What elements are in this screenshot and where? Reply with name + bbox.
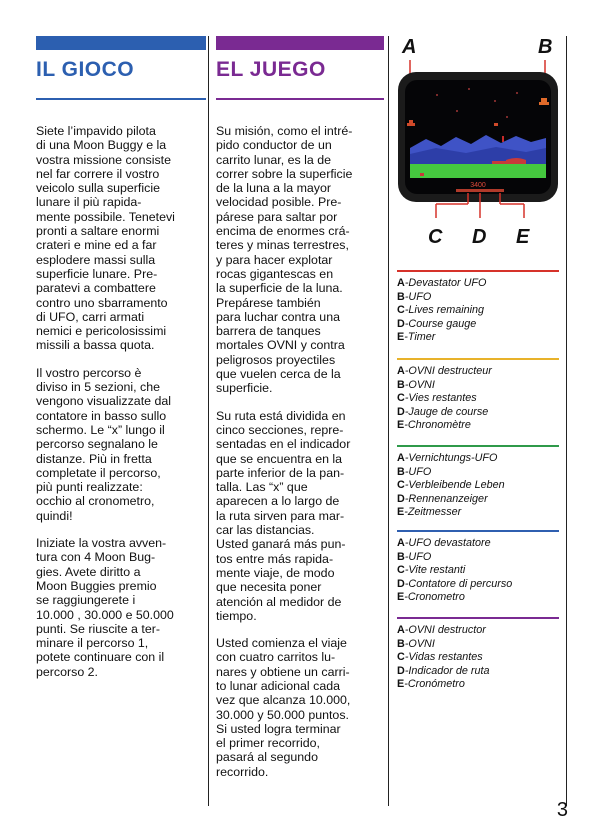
legend-key: C [397, 564, 405, 576]
legend-item [397, 479, 559, 493]
legend-block [397, 270, 559, 345]
legend-text: Devastator UFO [408, 277, 487, 289]
legend-text: Chronomètre [407, 419, 471, 431]
legend-dash: - [404, 405, 409, 418]
legend-item [397, 365, 559, 379]
legend-item [397, 331, 559, 345]
legend-item [397, 466, 559, 480]
callout-e: E [516, 226, 530, 248]
spanish-heading: EL JUEGO [216, 58, 326, 81]
legend-dash: - [404, 365, 409, 377]
legend-dash: - [404, 452, 409, 464]
legend-item [397, 551, 559, 565]
legend-key: B [397, 378, 405, 391]
legend-text: UFO devastatore [408, 537, 491, 549]
legend-key: A [397, 537, 405, 549]
legend-text: Contatore di percurso [408, 577, 513, 590]
legend-key: D [397, 317, 405, 330]
legend-key: B [397, 465, 405, 478]
italian-heading: IL GIOCO [36, 58, 135, 81]
callout-b: B [538, 36, 553, 58]
legend-item [397, 564, 559, 578]
page-number: 3 [556, 799, 568, 821]
legend-rule [397, 530, 559, 532]
italian-color-bar [36, 36, 206, 50]
legend-text: Lives remaining [408, 304, 485, 316]
legend-text: Vies restantes [408, 392, 477, 404]
callout-c: C [428, 226, 443, 248]
legend-text: OVNI destructor [408, 624, 486, 636]
legend-key: D [397, 577, 405, 590]
legend-dash: - [404, 277, 409, 289]
legend-dash: - [404, 591, 408, 603]
legend-key: E [397, 591, 405, 603]
legend-dash: - [404, 392, 409, 404]
legend-dash: - [404, 419, 408, 431]
game-screen [396, 36, 562, 256]
legend-text: Cronometro [407, 591, 465, 603]
legend-key: D [397, 492, 405, 505]
legend-item [397, 537, 559, 551]
callout-d: D [472, 226, 487, 248]
legend-text: UFO [408, 550, 432, 563]
legend-item [397, 493, 559, 507]
column-divider-1 [208, 36, 209, 806]
legend-dash: - [404, 506, 408, 518]
legend-item [397, 291, 559, 305]
spanish-paragraph-3: Usted comienza el viaje con cuatro carritos lu- nares y obtiene un carri- to lunar adicional cada vez que alcanza 10.000, 30.000 y 50.000 puntos. Si usted logra terminar el primer recorrido, pasará al segundo recorrido. [216, 636, 351, 779]
italian-column [36, 36, 206, 692]
legend-item [397, 277, 559, 291]
score-readout: 3400 [470, 182, 486, 189]
legend-item [397, 406, 559, 420]
game-screenshot-figure [396, 36, 562, 256]
legend-dash: - [404, 479, 409, 491]
lives-remaining-icon [420, 173, 424, 176]
legend-dash: - [404, 624, 409, 636]
legend-item [397, 591, 559, 605]
legend-dash: - [404, 304, 409, 316]
legend-text: Timer [407, 331, 436, 343]
legend-dash: - [404, 537, 409, 549]
legend-dash: - [404, 317, 409, 330]
legend-key: C [397, 304, 405, 316]
legend-text: Indicador de ruta [408, 664, 490, 677]
callout-a: A [402, 36, 417, 58]
legend-text: OVNI [408, 637, 435, 650]
legend-key: D [397, 664, 405, 677]
legend-dash: - [404, 492, 409, 505]
legend-block [397, 617, 559, 692]
spanish-column [216, 36, 384, 792]
spanish-paragraph-2: Su ruta está dividida en cinco secciones, repre- sentadas en el indicador que se encuentra en la parte inferior de la pan- talla. Las “x” que aparecen a lo largo de la ruta sirven para mar- car las distancias. Usted ganará más pun- tos entre más rapida- mente viaje, de modo que necesita poner atención al medidor de tiempo. [216, 408, 351, 623]
legend-item [397, 379, 559, 393]
spanish-body [216, 124, 384, 779]
legend-item [397, 392, 559, 406]
italian-paragraph-3: Iniziate la vostra avven- tura con 4 Moon Bug- gies. Avete diritto a Moon Buggies premio se raggiungerete i 10.000 , 30.000 e 50.000 punti. Se riuscite a ter- minare il percorso 1, potete continuare con il percorso 2. [36, 536, 174, 679]
legend-block [397, 358, 559, 433]
right-edge-line [566, 36, 567, 806]
legend-key: C [397, 479, 405, 491]
legend-text: Vernichtungs-UFO [408, 452, 498, 464]
legend-item [397, 651, 559, 665]
legend-dash: - [404, 465, 409, 478]
legend-key: E [397, 506, 405, 518]
legend-dash: - [404, 550, 409, 563]
legend-key: A [397, 277, 405, 289]
legend-item [397, 452, 559, 466]
legend-dash: - [404, 664, 409, 677]
legend-text: Verbleibende Leben [408, 479, 505, 491]
legend-rule [397, 270, 559, 272]
legend-dash: - [404, 651, 409, 663]
legend-item [397, 678, 559, 692]
legend-key: A [397, 452, 405, 464]
italian-paragraph-2: Il vostro percorso è diviso in 5 sezioni, che vengono visualizzate dal contatore in basso sullo schermo. Le “x” lungo il percorso segnalano le distanze. Più in fretta completate il percorso, più punti realizzate: occhio al cronometro, quindi! [36, 365, 172, 523]
legend-key: B [397, 550, 405, 563]
legend-dash: - [404, 378, 409, 391]
legend-text: OVNI [408, 378, 435, 391]
legend-dash: - [404, 564, 409, 576]
spanish-color-bar [216, 36, 384, 50]
legend-item [397, 506, 559, 520]
legend-item [397, 419, 559, 433]
legend-key: E [397, 331, 405, 343]
legend-key: E [397, 419, 405, 431]
legend-key: A [397, 624, 405, 636]
legend-item [397, 624, 559, 638]
legend-dash: - [404, 577, 409, 590]
legend-key: C [397, 651, 405, 663]
legend-block [397, 445, 559, 520]
legend-dash: - [404, 637, 409, 650]
legend-dash: - [404, 678, 408, 690]
legend-text: Jauge de course [408, 405, 489, 418]
column-divider-2 [388, 36, 389, 806]
legend-dash: - [404, 331, 408, 343]
legend-text: Cronómetro [407, 678, 465, 690]
spanish-heading-rule [216, 98, 384, 100]
legend-text: OVNI destructeur [408, 365, 492, 377]
legend-text: Vidas restantes [408, 651, 483, 663]
legend-key: C [397, 392, 405, 404]
italian-paragraph-1: Siete l’impavido pilota di una Moon Buggy e la vostra missione consiste nel far correre il vostro veicolo sulla superficie lunare il più rapida- mente possibile. Tenetevi pronti a saltare enormi crateri e mine ed a far esplodere massi sulla superficie lunare. Pre- paratevi a combattere contro uno sbarramento di UFO, carri armati nemici e pericolosissimi missili a bassa quota. [36, 124, 175, 353]
legend-block [397, 530, 559, 605]
italian-body [36, 124, 206, 679]
legend-text: UFO [408, 290, 432, 303]
legend-item [397, 318, 559, 332]
legend-key: B [397, 637, 405, 650]
legend-text: Course gauge [408, 317, 477, 330]
legend-item [397, 304, 559, 318]
legend-rule [397, 617, 559, 619]
legend-text: Zeitmesser [407, 506, 462, 518]
legend-dash: - [404, 290, 409, 303]
legend-key: D [397, 405, 405, 418]
spanish-paragraph-1: Su misión, como el intré- pido conductor de un carrito lunar, es la de correr sobre la superficie de la luna a la mayor velocidad posible. Pre- párese para saltar por encima de enormes crá- teres y minas terrestres, y para hacer explotar rocas gigantescas en la superficie de la luna. Prepárese también para luchar contra una barrera de tanques mortales OVNI y contra peligrosos proyectiles que vuelen cerca de la superficie. [216, 124, 353, 396]
legend-item [397, 665, 559, 679]
legend-rule [397, 358, 559, 360]
legend-text: Vite restanti [408, 564, 466, 576]
legend-item [397, 638, 559, 652]
legend-key: B [397, 290, 405, 303]
legend-text: Rennenanzeiger [408, 492, 488, 505]
legend-text: UFO [408, 465, 432, 478]
italian-heading-rule [36, 98, 206, 100]
legend-item [397, 578, 559, 592]
legend-key: E [397, 678, 405, 690]
legend-key: A [397, 365, 405, 377]
legend-rule [397, 445, 559, 447]
